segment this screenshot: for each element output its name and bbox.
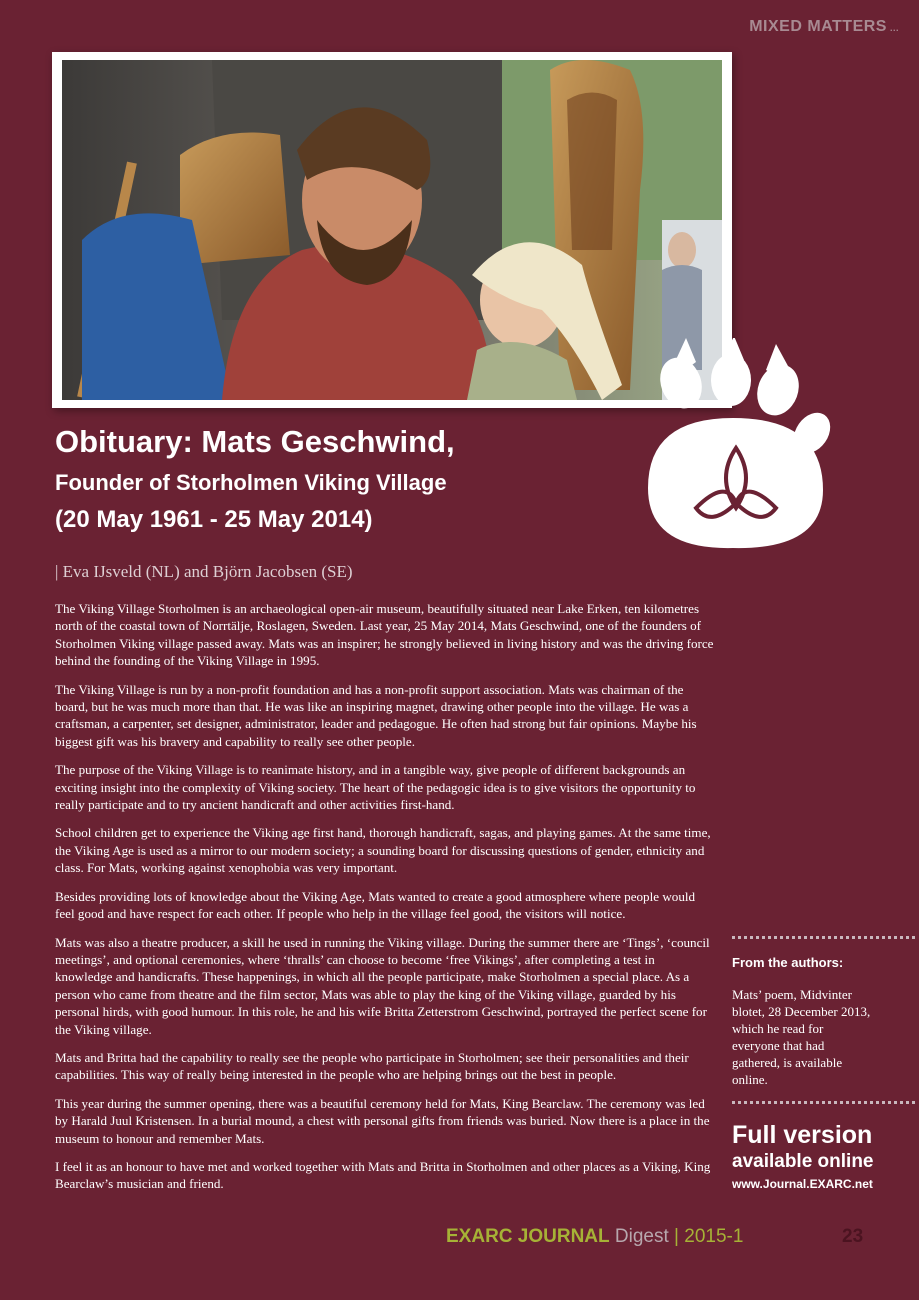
paragraph: Besides providing lots of knowledge about the Viking Age, Mats wanted to create a good atmosphere where people would feel good and have respect for each other. If people who help in the village feel good, the visitors will notice. (55, 888, 696, 922)
paragraph: The Viking Village Storholmen is an archaeological open-air museum, beautifully situated near Lake Erken, ten kilometres north of the coastal town of Norrtälje, Roslagen, Sweden. Last year, 25 May 2014, Mats Geschwind, one of the founders of Storholmen Viking village passed away. Mats was an inspirer; he strongly believed in living history and was the driving force behind the founding of the Viking Village in 1995. (55, 601, 714, 669)
sidebar-box (732, 936, 919, 1104)
full-version-promo (732, 1120, 919, 1194)
bear-paw-icon (626, 338, 838, 550)
dotted-divider (732, 1101, 915, 1104)
sidebar-heading: From the authors: (732, 955, 844, 970)
dotted-divider (732, 936, 915, 939)
author-byline: | Eva IJsveld (NL) and Björn Jacobsen (SE) (55, 562, 353, 581)
paragraph: The Viking Village is run by a non-profit foundation and has a non-profit support association. Mats was chairman of the board, but he was much more than that. He was like an inspiring magnet, drawing other people into the village. He was a craftsman, a carpenter, set designer, administrator, leader and pedagogue. He often had strong but fair opinions. Maybe his biggest gift was his bravery and capability to really see other people. (55, 681, 697, 749)
paragraph: I feel it as an honour to have met and worked together with Mats and Britta in Storholmen and other places as a Viking, King Bearclaw’s musician and friend. (55, 1158, 711, 1192)
title-block (55, 420, 635, 540)
paragraph: This year during the summer opening, there was a beautiful ceremony held for Mats, King Bearclaw. The ceremony was led by Harald Juul Kristensen. In a burial mound, a chest with personal gifts from friends was buried. Now there is a place in the museum to honour and remember Mats. (55, 1095, 710, 1146)
paragraph: Mats was also a theatre producer, a skill he used in running the Viking village. During the summer there are ‘Tings’, ‘council meetings’, and optional ceremonies, where ‘thralls’ can choose to become ‘free Vikings’, after completing a test in knowledge and handicrafts. These happenings, in which all the people participate, make Storholmen a special place. As a person who came from theatre and the film sector, Mats was able to play the king of the Viking village, guarded by his personal hirds, with good humour. In this role, he and his wife Britta Zetterstrom Geschwind, portrayed the perfect scene for the Viking village. (55, 934, 710, 1037)
section-title: MIXED MATTERS (749, 18, 887, 35)
bear-paw-logo (626, 338, 838, 550)
paragraph: Mats and Britta had the capability to really see the people who participate in Storholmen; see their personalities and their capabilities. This way of really being interested in the people who are helping brings out the best in people. (55, 1049, 689, 1083)
section-dots: ... (889, 23, 899, 33)
portrait-photo (62, 60, 722, 400)
footer-journal-title (446, 1226, 743, 1248)
section-label (749, 18, 899, 36)
footer-separator: | (674, 1226, 679, 1247)
article-body (55, 600, 715, 1204)
footer-brand: EXARC JOURNAL (446, 1226, 610, 1247)
full-version-heading: Full version (732, 1121, 873, 1149)
footer-digest: Digest (609, 1226, 675, 1247)
paragraph: School children get to experience the Viking age first hand, thorough handicraft, sagas, and playing games. At the same time, the Viking Age is used as a mirror to our modern society; a sounding board for discussing questions of gender, ethnicity and class. For Mats, working against xenophobia was very important. (55, 825, 711, 876)
paragraph: The purpose of the Viking Village is to reanimate history, and in a tangible way, give people of different backgrounds an exciting insight into the complexity of Viking society. The heart of the pedagogic idea is to give visitors the opportunity to really participate and to try ancient handicraft and other activities first-hand. (55, 762, 696, 813)
article-dates: (20 May 1961 - 25 May 2014) (55, 506, 373, 533)
journal-url-link[interactable]: www.Journal.EXARC.net (732, 1177, 873, 1191)
article-title: Obituary: Mats Geschwind, (55, 424, 455, 459)
footer-issue: 2015-1 (678, 1226, 744, 1247)
full-version-subheading: available online (732, 1151, 874, 1172)
article-subtitle: Founder of Storholmen Viking Village (55, 470, 447, 495)
photo-illustration (62, 60, 722, 400)
sidebar-text: Mats’ poem, Midvinter blotet, 28 December 2013, which he read for everyone that had gathered, is available online. (732, 987, 871, 1087)
page-number: 23 (842, 1226, 864, 1247)
